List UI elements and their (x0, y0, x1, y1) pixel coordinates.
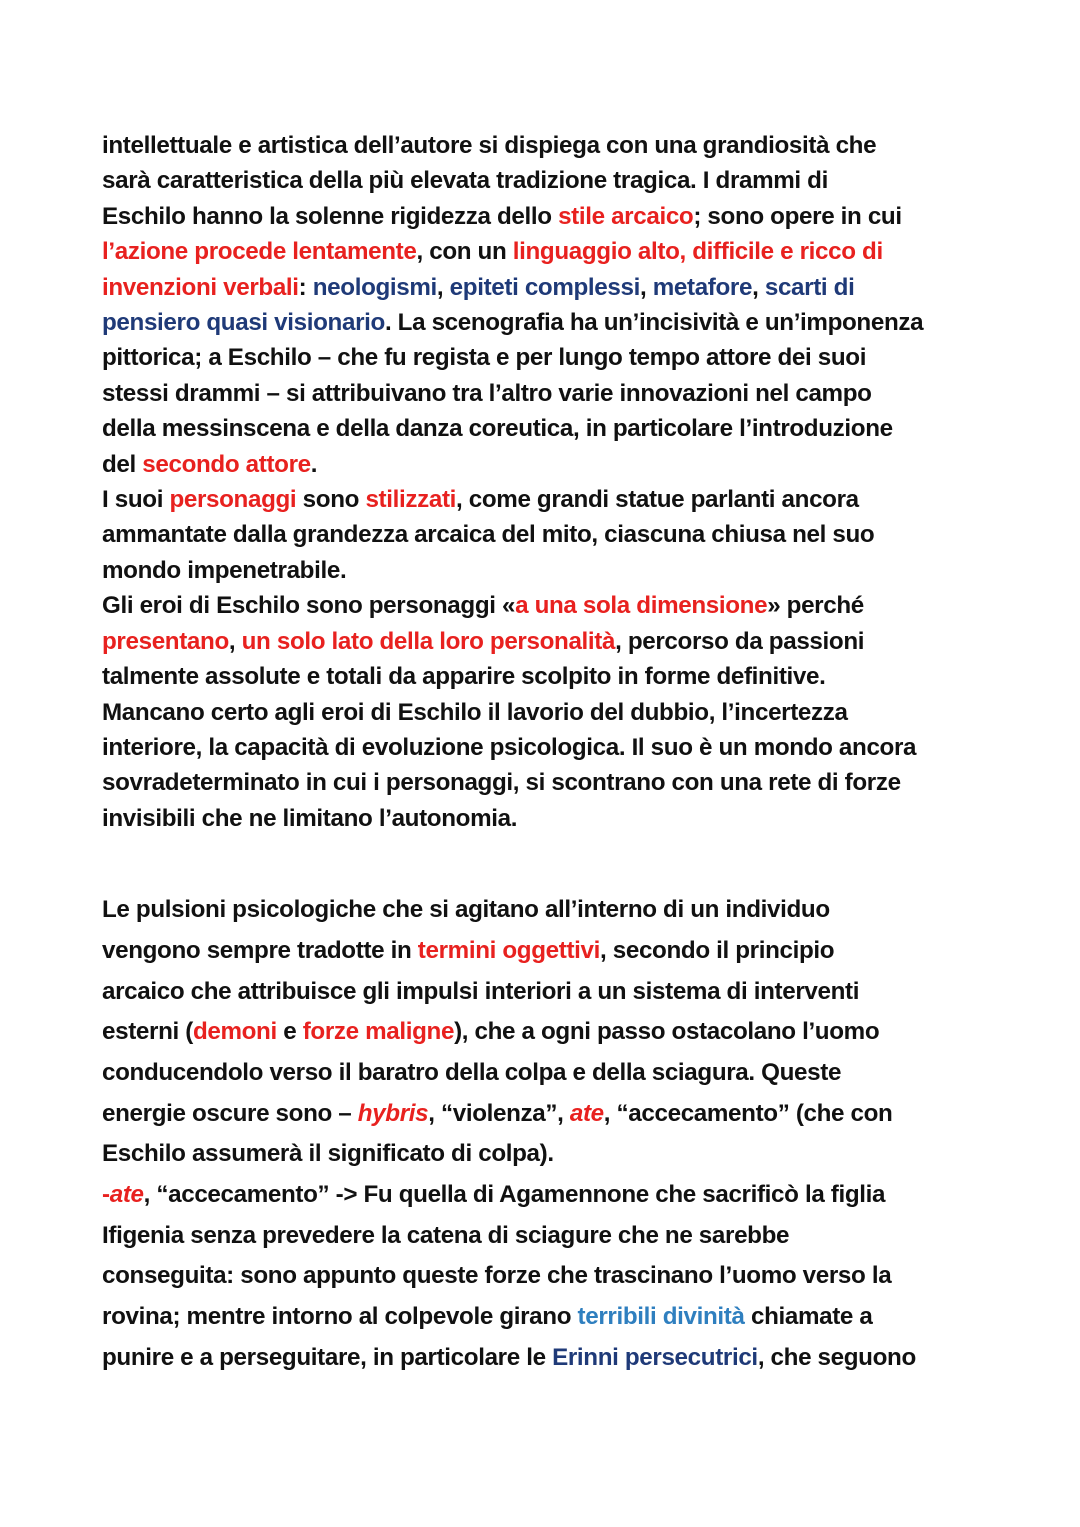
highlighted-term: un solo lato della loro personalità (241, 627, 616, 655)
highlighted-term: forze maligne (302, 1018, 455, 1046)
text-run: ; sono opere in cui (693, 202, 902, 230)
text-run: » perché (767, 592, 864, 620)
text-line (102, 1256, 1002, 1297)
text-run: , con un (416, 238, 513, 266)
text-line (102, 482, 1002, 517)
text-line (102, 588, 1002, 623)
text-line (102, 163, 1002, 198)
highlighted-term: stile arcaico (558, 202, 694, 230)
text-line (102, 376, 1002, 411)
text-run: I suoi (102, 486, 170, 514)
text-run: , secondo il principio (600, 936, 835, 964)
text-run: e (276, 1018, 303, 1046)
highlighted-term: ate (569, 1099, 604, 1127)
text-run: invisibili che ne limitano l’autonomia. (102, 804, 518, 832)
paragraph-gap (102, 836, 1002, 890)
text-line (102, 340, 1002, 375)
highlighted-term: neologismi (312, 273, 437, 301)
text-run: Eschilo hanno la solenne rigidezza dello (102, 202, 559, 230)
text-line (102, 1094, 1002, 1135)
text-run: , (436, 273, 450, 301)
text-line (102, 1216, 1002, 1257)
text-run: punire e a perseguitare, in particolare le (102, 1343, 553, 1371)
text-run: sono (296, 486, 366, 514)
highlighted-term: stilizzati (365, 486, 457, 514)
text-line (102, 199, 1002, 234)
text-run: del (102, 450, 143, 478)
highlighted-term: l’azione procede lentamente (102, 238, 417, 266)
text-run: intellettuale e artistica dell’autore si dispiega con una grandiosità che (102, 132, 877, 159)
text-run: pittorica; a Eschilo – che fu regista e per lungo tempo attore dei suoi (102, 344, 867, 372)
text-run: , (639, 273, 653, 301)
text-line (102, 1175, 1002, 1216)
text-run: Gli eroi di Eschilo sono personaggi « (102, 592, 516, 620)
highlighted-term: metafore (652, 273, 753, 301)
document-page (102, 128, 1002, 1379)
text-run: conseguita: sono appunto queste forze che trascinano l’uomo verso la (102, 1262, 892, 1290)
text-run: , (228, 627, 242, 655)
text-line (102, 128, 1002, 163)
text-run: chiamate a (744, 1303, 873, 1331)
text-run: della messinscena e della danza coreutica, in particolare l’introduzione (102, 415, 893, 443)
text-line (102, 1297, 1002, 1338)
text-line (102, 553, 1002, 588)
text-run: . La scenografia ha un’incisività e un’imponenza (384, 309, 924, 337)
text-line (102, 270, 1002, 305)
text-run: stessi drammi – si attribuivano tra l’altro varie innovazioni nel campo (102, 379, 872, 407)
highlighted-term: ate (109, 1181, 144, 1209)
highlighted-term: invenzioni verbali (102, 273, 299, 301)
text-line (102, 801, 1002, 836)
text-run: esterni ( (102, 1018, 193, 1046)
text-line (102, 765, 1002, 800)
highlighted-term: termini oggettivi (417, 936, 600, 964)
text-line (102, 931, 1002, 972)
highlighted-term: personaggi (169, 486, 297, 514)
highlighted-term: secondo attore (142, 450, 311, 478)
text-run: sovradeterminato in cui i personaggi, si scontrano con una rete di forze (102, 769, 901, 797)
paragraph-eschilo-style (102, 128, 1002, 836)
highlighted-term: terribili divinità (577, 1303, 745, 1331)
highlighted-term: scarti di (764, 273, 855, 301)
text-run: arcaico che attribuisce gli impulsi interiori a un sistema di interventi (102, 977, 860, 1005)
text-run: ), che a ogni passo ostacolano l’uomo (454, 1018, 880, 1046)
text-run: Mancano certo agli eroi di Eschilo il lavorio del dubbio, l’incertezza (102, 698, 848, 726)
text-line (102, 730, 1002, 765)
paragraph-psychological-forces (102, 890, 1002, 1378)
text-run: energie oscure sono – (102, 1099, 358, 1127)
text-run: , che seguono (757, 1343, 916, 1371)
text-run: , come grandi statue parlanti ancora (456, 486, 859, 514)
text-run: Ifigenia senza prevedere la catena di sciagure che ne sarebbe (102, 1221, 790, 1249)
text-line (102, 972, 1002, 1013)
text-line (102, 1338, 1002, 1379)
text-line (102, 659, 1002, 694)
text-run: : (298, 273, 313, 301)
highlighted-term: - (102, 1181, 110, 1209)
text-line (102, 695, 1002, 730)
text-run: conducendolo verso il baratro della colpa e della sciagura. Queste (102, 1058, 842, 1086)
text-run: Eschilo assumerà il significato di colpa). (102, 1140, 554, 1168)
text-run: vengono sempre tradotte in (102, 936, 418, 964)
text-line (102, 411, 1002, 446)
text-run: talmente assolute e totali da apparire scolpito in forme definitive. (102, 663, 826, 691)
highlighted-term: epiteti complessi (449, 273, 640, 301)
highlighted-term: Erinni persecutrici (552, 1343, 758, 1371)
highlighted-term: linguaggio alto, difficile e ricco di (512, 238, 883, 266)
text-line (102, 305, 1002, 340)
text-line (102, 517, 1002, 552)
text-line (102, 1012, 1002, 1053)
highlighted-term: presentano (102, 627, 229, 655)
text-run: ammantate dalla grandezza arcaica del mito, ciascuna chiusa nel suo (102, 521, 875, 549)
text-line (102, 1053, 1002, 1094)
text-run: interiore, la capacità di evoluzione psicologica. Il suo è un mondo ancora (102, 733, 917, 761)
text-line (102, 890, 1002, 931)
text-line (102, 1134, 1002, 1175)
text-run: , (752, 273, 765, 301)
text-run: sarà caratteristica della più elevata tradizione tragica. I drammi di (102, 167, 828, 195)
text-line (102, 234, 1002, 269)
text-line (102, 447, 1002, 482)
text-run: , “accecamento” -> Fu quella di Agamennone che sacrificò la figlia (143, 1181, 886, 1209)
text-run: , percorso da passioni (615, 627, 865, 655)
text-run: mondo impenetrabile. (102, 556, 347, 584)
text-run: . (310, 450, 318, 478)
highlighted-term: hybris (357, 1099, 429, 1127)
highlighted-term: pensiero quasi visionario (102, 309, 385, 337)
text-line (102, 624, 1002, 659)
text-run: Le pulsioni psicologiche che si agitano all’interno di un individuo (102, 896, 830, 924)
text-run: rovina; mentre intorno al colpevole girano (102, 1303, 578, 1331)
text-run: , “accecamento” (che con (603, 1099, 893, 1127)
highlighted-term: demoni (192, 1018, 277, 1046)
text-run: , “violenza”, (428, 1099, 570, 1127)
highlighted-term: a una sola dimensione (515, 592, 768, 620)
